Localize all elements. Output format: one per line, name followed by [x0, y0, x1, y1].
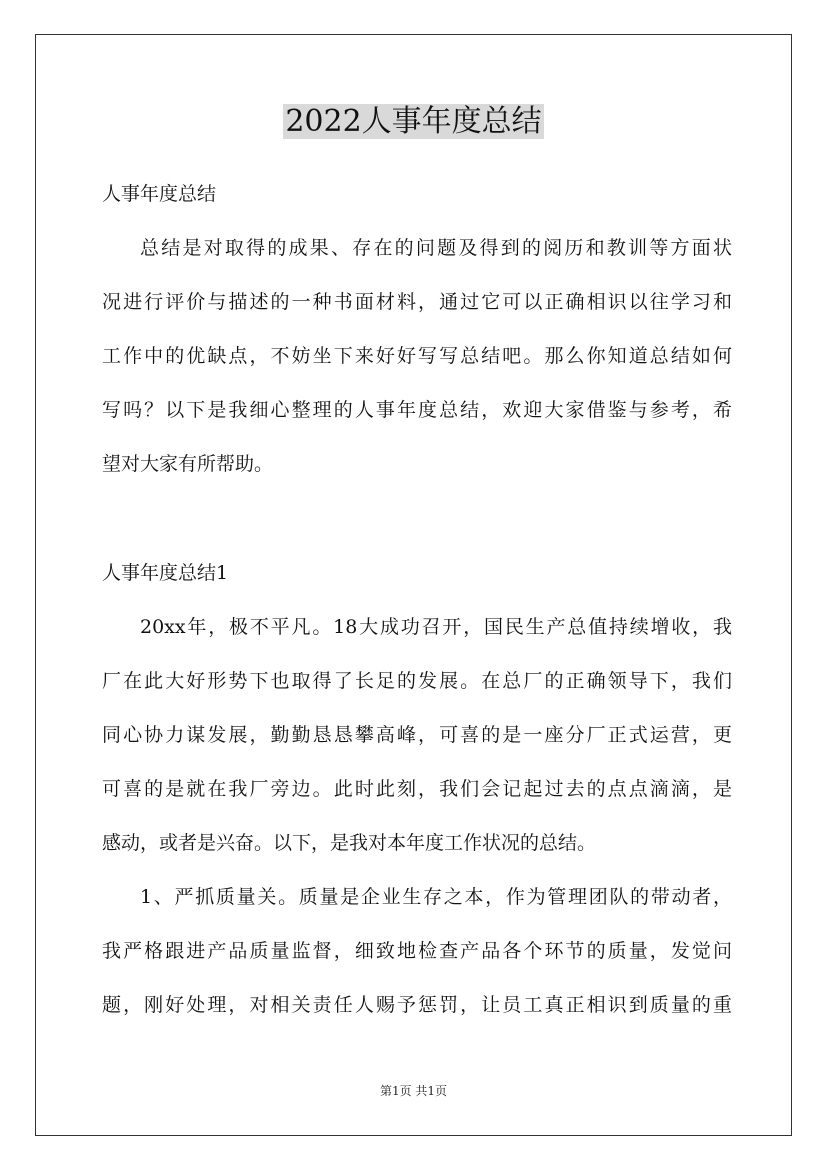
intro-heading: 人事年度总结 — [102, 183, 217, 205]
intro-paragraph — [102, 234, 732, 504]
section1-paragraph-1 — [102, 613, 732, 883]
text-line: 同心协力谋发展，勤勤恳恳攀高峰，可喜的是一座分厂正式运营，更 — [102, 724, 732, 746]
page-footer — [0, 1082, 827, 1100]
text-line: 20xx年，极不平凡。18大成功召开，国民生产总值持续增收，我 — [140, 616, 732, 638]
section1-heading: 人事年度总结1 — [102, 562, 229, 584]
text-line: 望对大家有所帮助。 — [102, 453, 274, 475]
text-line: 写吗？以下是我细心整理的人事年度总结，欢迎大家借鉴与参考，希 — [102, 399, 732, 421]
text-line: 况进行评价与描述的一种书面材料，通过它可以正确相识以往学习和 — [102, 291, 732, 313]
text-line: 题，刚好处理，对相关责任人赐予惩罚，让员工真正相识到质量的重 — [102, 994, 732, 1016]
document-title — [0, 100, 827, 144]
page-number: 第1页 共1页 — [379, 1084, 448, 1098]
text-line: 总结是对取得的成果、存在的问题及得到的阅历和教训等方面状 — [140, 237, 732, 259]
text-line: 可喜的是就在我厂旁边。此时此刻，我们会记起过去的点点滴滴，是 — [102, 778, 732, 800]
text-line: 我严格跟进产品质量监督，细致地检查产品各个环节的质量，发觉问 — [102, 940, 732, 962]
text-line: 1、严抓质量关。质量是企业生存之本，作为管理团队的带动者， — [140, 886, 732, 908]
document-title-text: 2022人事年度总结 — [285, 104, 542, 139]
text-line: 感动，或者是兴奋。以下，是我对本年度工作状况的总结。 — [102, 832, 597, 854]
section1-paragraph-2 — [102, 883, 732, 1045]
text-line: 工作中的优缺点，不妨坐下来好好写写总结吧。那么你知道总结如何 — [102, 345, 732, 367]
text-line: 厂在此大好形势下也取得了长足的发展。在总厂的正确领导下，我们 — [102, 670, 732, 692]
